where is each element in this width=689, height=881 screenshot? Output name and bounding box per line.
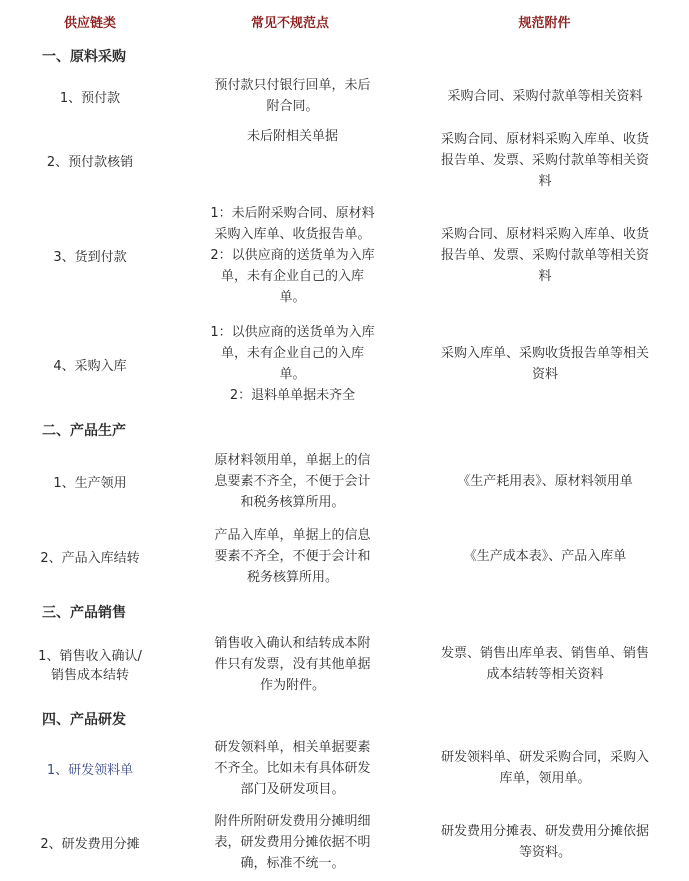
header-standard-attachments: 规范附件: [518, 16, 571, 31]
row-issue: 预付款只付银行回单，未后 附合同。: [214, 78, 371, 114]
row-attachment: 采购合同、原材料采购入库单、收货 报告单、发票、采购付款单等相关资 料: [440, 131, 649, 189]
row-issue: 1：以供应商的送货单为入库 单，未有企业自己的入库 单。 2：退料单单据未齐全: [210, 325, 375, 403]
row-item: 1、销售收入确认/ 销售成本结转: [38, 649, 142, 683]
table-row: [0, 72, 689, 120]
table-row: [0, 318, 689, 410]
row-attachment: 采购合同、采购付款单等相关资料: [447, 88, 643, 104]
row-issue: 1：未后附采购合同、原材料 采购入库单、收货报告单。 2：以供应商的送货单为入库 单，未有企业自己的入库 单。: [210, 205, 375, 305]
section-title: 二、产品生产: [42, 423, 126, 439]
table-row: [0, 124, 689, 196]
row-issue: 未后附相关单据: [246, 128, 338, 144]
row-issue: 产品入库单，单据上的信息 要素不齐全，不便于会计和 税务核算所用。: [214, 527, 371, 585]
row-attachment: 采购入库单、采购收货报告单等相关 资料: [440, 346, 649, 382]
row-item: 2、研发费用分摊: [40, 836, 140, 852]
section-title: 一、原料采购: [42, 49, 126, 65]
table-row: [0, 200, 689, 310]
table-row: [0, 735, 689, 801]
row-issue: 销售收入确认和结转成本附 件只有发票，没有其他单据 作为附件。: [214, 635, 371, 693]
header-common-issues: 常见不规范点: [250, 16, 329, 31]
row-attachment: 研发领料单、研发采购合同，采购入 库单，领用单。: [440, 750, 649, 786]
table-row: [0, 807, 689, 877]
row-attachment: 研发费用分摊表、研发费用分摊依据 等资料。: [440, 824, 649, 860]
row-attachment: 《生产成本表》、产品入库单: [463, 548, 627, 564]
row-issue: 附件所附研发费用分摊明细 表，研发费用分摊依据不明 确，标准不统一。: [214, 813, 371, 871]
row-attachment: 采购合同、原材料采购入库单、收货 报告单、发票、采购付款单等相关资 料: [440, 226, 649, 284]
row-attachment: 《生产耗用表》、原材料领用单: [457, 473, 633, 489]
row-item: 2、预付款核销: [46, 154, 134, 170]
row-attachment: 发票、销售出库单表、销售单、销售 成本结转等相关资料: [440, 646, 649, 682]
row-item-link[interactable]: 1、研发领料单: [46, 762, 134, 778]
row-item: 3、货到付款: [53, 249, 127, 265]
row-item: 1、生产领用: [53, 475, 127, 491]
table-row: [0, 628, 689, 700]
section-product-production: [0, 414, 689, 442]
row-issue: 原材料领用单，单据上的信 息要素不齐全，不便于会计 和税务核算所用。: [214, 452, 371, 510]
section-product-rd: [0, 703, 689, 731]
row-item: 2、产品入库结转: [40, 550, 140, 566]
row-issue: 研发领料单，相关单据要素 不齐全。比如未有具体研发 部门及研发项目。: [214, 739, 371, 797]
header-supply-chain-type: 供应链类: [63, 16, 116, 31]
section-product-sales: [0, 596, 689, 624]
row-item: 1、预付款: [59, 90, 121, 106]
row-item: 4、采购入库: [53, 358, 127, 374]
table-row: [0, 520, 689, 592]
section-raw-material-purchase: [0, 40, 689, 68]
section-title: 四、产品研发: [42, 712, 126, 728]
section-title: 三、产品销售: [42, 605, 126, 621]
table-row: [0, 446, 689, 516]
table-header: [0, 0, 689, 40]
